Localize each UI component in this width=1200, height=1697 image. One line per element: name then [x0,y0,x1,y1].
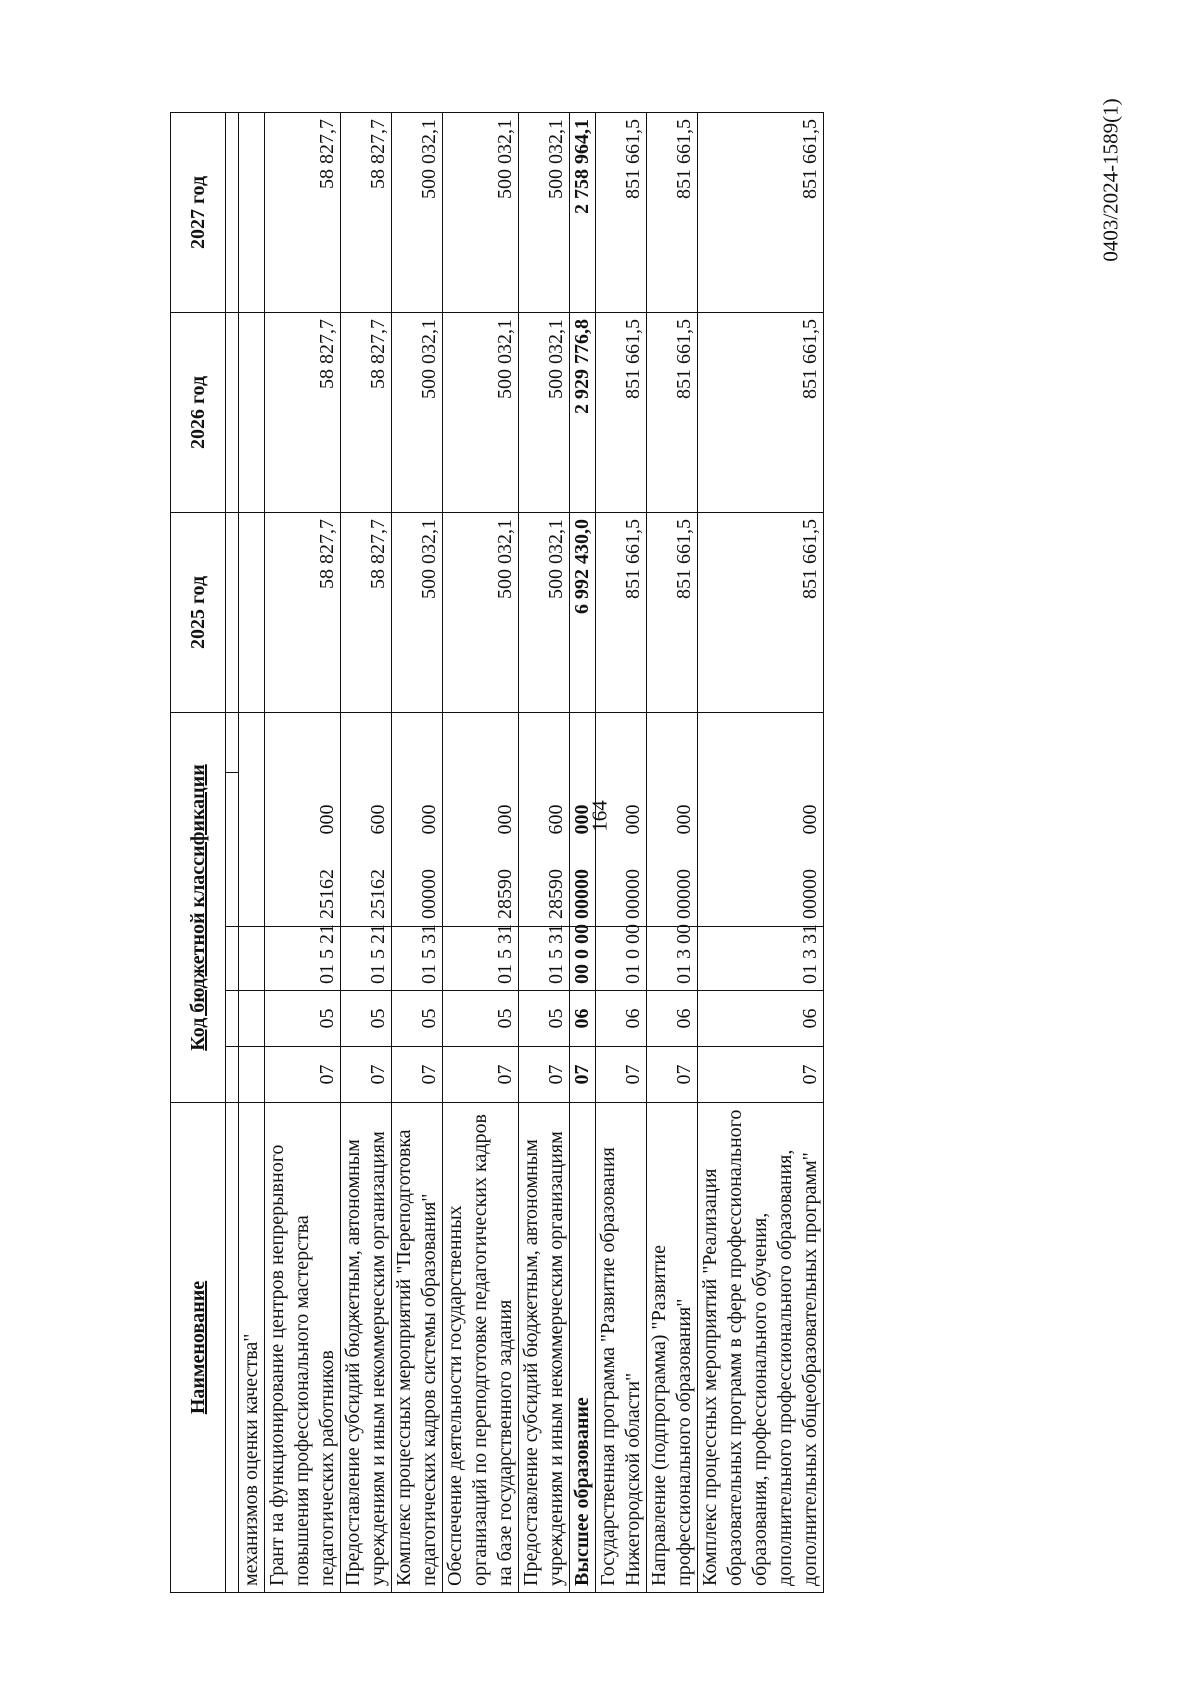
cell-code-target: 01 3 00 00000 [647,927,698,991]
cell-value-2026: 58 827,7 [265,312,341,512]
cell-value-2025: 851 661,5 [647,512,698,712]
table-header [171,112,239,1592]
cell-name: Грант на функционирование центров непрерывного повышения профессионального мастерства педагогических работников [265,1103,341,1593]
cell-value-2027: 851 661,5 [698,112,824,312]
cell-value-2025: 500 032,1 [392,512,443,712]
cell-value-2026: 58 827,7 [341,312,392,512]
cell-value-2027 [239,112,265,312]
cell-code-expense-type: 000 [570,712,596,926]
cell-code-subsection: 06 [698,991,824,1047]
table-body [239,112,824,1592]
cell-code-section: 07 [392,1047,443,1103]
cell-code-section: 07 [341,1047,392,1103]
table-row [265,112,341,1592]
cell-name: Высшее образование [570,1103,596,1593]
cell-value-2027: 500 032,1 [443,112,519,312]
cell-code-section: 07 [265,1047,341,1103]
cell-value-2025: 58 827,7 [341,512,392,712]
cell-code-subsection: 06 [647,991,698,1047]
cell-code-target: 01 5 31 00000 [392,927,443,991]
cell-code-expense-type: 000 [265,712,341,926]
cell-code-expense-type: 600 [341,712,392,926]
budget-table [170,112,824,1593]
cell-code-subsection: 05 [341,991,392,1047]
cell-value-2026: 500 032,1 [392,312,443,512]
cell-value-2027: 851 661,5 [647,112,698,312]
cell-value-2026: 500 032,1 [443,312,519,512]
table-row [341,112,392,1592]
cell-value-2025: 58 827,7 [265,512,341,712]
header-spacer-row [226,112,239,1592]
table-row [698,112,824,1592]
cell-value-2026 [239,312,265,512]
cell-code-section [239,1047,265,1103]
header-code-label: Код бюджетной классификации [186,764,209,1051]
cell-code-expense-type [239,712,265,926]
rotated-page-content [170,113,1050,1593]
table-row [239,112,265,1592]
cell-value-2027: 2 758 964,1 [570,112,596,312]
cell-code-section: 07 [570,1047,596,1103]
cell-code-subsection: 05 [392,991,443,1047]
cell-value-2026: 851 661,5 [596,312,647,512]
header-2027: 2027 год [171,112,226,312]
cell-value-2025: 851 661,5 [698,512,824,712]
cell-value-2025: 500 032,1 [519,512,570,712]
cell-value-2025: 500 032,1 [443,512,519,712]
cell-value-2027: 851 661,5 [596,112,647,312]
cell-code-expense-type: 000 [698,712,824,926]
cell-code-section: 07 [443,1047,519,1103]
cell-code-subsection: 05 [265,991,341,1047]
document-code: 0403/2024-1589(1) [1098,98,1123,262]
cell-value-2027: 58 827,7 [341,112,392,312]
cell-value-2025 [239,512,265,712]
table-row [596,112,647,1592]
cell-name: Обеспечение деятельности государственных организаций по переподготовке педагогических кадров на базе государственного задания [443,1103,519,1593]
cell-code-target: 01 3 31 00000 [698,927,824,991]
cell-code-target [239,927,265,991]
cell-name: механизмов оценки качества" [239,1103,265,1593]
cell-name: Комплекс процессных мероприятий "Переподготовка педагогических кадров системы образования" [392,1103,443,1593]
cell-code-target: 01 5 21 25162 [265,927,341,991]
cell-code-target: 01 5 31 28590 [443,927,519,991]
cell-code-target: 00 0 00 00000 [570,927,596,991]
cell-value-2026: 500 032,1 [519,312,570,512]
header-2025: 2025 год [171,512,226,712]
cell-code-subsection: 05 [519,991,570,1047]
cell-code-target: 01 5 21 25162 [341,927,392,991]
cell-code-expense-type: 000 [647,712,698,926]
cell-code-expense-type: 000 [443,712,519,926]
cell-code-target: 01 0 00 00000 [596,927,647,991]
cell-code-expense-type: 000 [392,712,443,926]
table-row [392,112,443,1592]
cell-value-2025: 6 992 430,0 [570,512,596,712]
cell-value-2027: 500 032,1 [519,112,570,312]
table-row [570,112,596,1592]
cell-code-subsection [239,991,265,1047]
cell-name: Государственная программа "Развитие образования Нижегородской области" [596,1103,647,1593]
cell-code-expense-type: 600 [519,712,570,926]
cell-value-2025: 851 661,5 [596,512,647,712]
cell-name: Комплекс процессных мероприятий "Реализация образовательных программ в сфере профессионального образования, профессионального обучения, дополнительного профессионального образования, дополнительных общеобразовательных программ" [698,1103,824,1593]
cell-code-section: 07 [519,1047,570,1103]
cell-code-target: 01 5 31 28590 [519,927,570,991]
cell-value-2027: 58 827,7 [265,112,341,312]
cell-name: Направление (подпрограмма) "Развитие профессионального образования" [647,1103,698,1593]
cell-code-subsection: 05 [443,991,519,1047]
header-name: Наименование [171,1103,226,1593]
cell-value-2026: 851 661,5 [698,312,824,512]
cell-name: Предоставление субсидий бюджетным, автономным учреждениям и иным некоммерческим организациям [519,1103,570,1593]
cell-value-2026: 851 661,5 [647,312,698,512]
cell-code-section: 07 [647,1047,698,1103]
cell-value-2027: 500 032,1 [392,112,443,312]
table-row [519,112,570,1592]
cell-value-2026: 2 929 776,8 [570,312,596,512]
cell-code-expense-type: 000 [596,712,647,926]
header-code [171,712,226,1102]
cell-name: Предоставление субсидий бюджетным, автономным учреждениям и иным некоммерческим организациям [341,1103,392,1593]
cell-code-section: 07 [596,1047,647,1103]
cell-code-subsection: 06 [596,991,647,1047]
header-2026: 2026 год [171,312,226,512]
page-number: 164 [587,800,612,832]
table-row [647,112,698,1592]
cell-code-section: 07 [698,1047,824,1103]
table-row [443,112,519,1592]
cell-code-subsection: 06 [570,991,596,1047]
